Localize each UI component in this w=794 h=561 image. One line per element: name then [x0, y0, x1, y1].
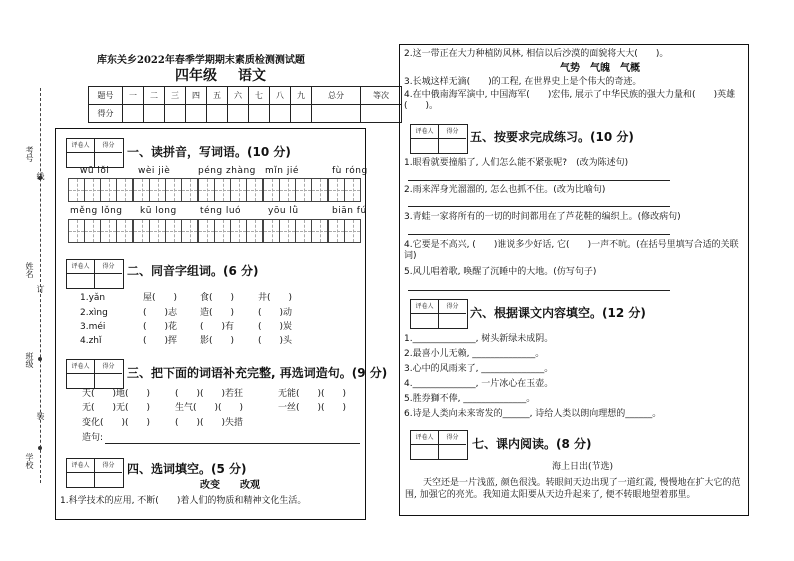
score-input[interactable] [312, 105, 361, 123]
homophone-blank[interactable]: ( )炭 [258, 322, 293, 332]
section2-heading: 二、同音字组词。(6 分) [127, 264, 259, 278]
pinyin: wū lǒi [80, 166, 110, 176]
section4-heading: 四、选词填空。(5 分) [127, 462, 247, 476]
exercise-1: 1.眼看就要撞船了, 人们怎么能不紧张呢? (改为陈述句) [404, 158, 629, 168]
grader-label: 评卷人 [67, 360, 95, 374]
poem-blank-4[interactable]: 4.______________, 一片冰心在玉壶。 [404, 379, 554, 389]
choice-question-2[interactable]: 2.这一带正在大力种植防风林, 相信以后沙漠的面貌将大大( )。 [404, 49, 669, 59]
homophone-blank[interactable]: ( )头 [258, 336, 293, 346]
word-choices: 改变 改观 [200, 480, 260, 491]
mark-line: 线 [36, 172, 45, 180]
grader-box [410, 299, 468, 329]
score-input[interactable] [270, 105, 291, 123]
grade-label: 四年级 [175, 68, 217, 84]
grader-box [66, 359, 124, 389]
poem-blank-6[interactable]: 6.诗是人类向未来寄发的______, 诗给人类以朗向理想的______。 [404, 409, 662, 419]
grader-label: 评卷人 [67, 459, 95, 473]
poem-blank-1[interactable]: 1.______________, 树头新绿未成阴。 [404, 334, 554, 344]
grader-box [410, 124, 468, 154]
score-cell: 六 [228, 87, 249, 105]
grader-label: 评卷人 [67, 139, 95, 153]
mark-zhuang: 装 [36, 412, 45, 420]
section7-heading: 七、课内阅读。(8 分) [472, 437, 592, 451]
write-grid[interactable] [263, 219, 327, 243]
grader-box [66, 138, 124, 168]
score-cell: 七 [249, 87, 270, 105]
answer-line[interactable] [408, 290, 670, 291]
homophone-pinyin: 3.méi [80, 322, 106, 332]
exercise-4[interactable]: 4.它要是不高兴, ( )谁说多少好话, 它( )一声不吭。(在括号里填写合适的关联词) [404, 240, 739, 261]
score-cell: 三 [165, 87, 186, 105]
write-grid[interactable] [133, 219, 197, 243]
label-school: 学校 [25, 453, 34, 469]
label-class: 班级 [25, 352, 34, 368]
pinyin: kū long [140, 206, 177, 216]
score-input[interactable] [144, 105, 165, 123]
score-input[interactable] [228, 105, 249, 123]
score-input[interactable] [249, 105, 270, 123]
score-row-points [89, 105, 402, 123]
score-input[interactable] [123, 105, 144, 123]
answer-line[interactable] [408, 234, 670, 235]
poem-blank-3[interactable]: 3.心中的风雨来了, ______________。 [404, 364, 554, 374]
score-cell: 一 [123, 87, 144, 105]
score-label: 得分 [95, 139, 122, 153]
binding-hole [38, 446, 42, 450]
exercise-3: 3.青蛙一家将所有的一切的时间都用在了芦花鞋的编织上。(修改病句) [404, 212, 681, 222]
score-cell: 等次 [361, 87, 402, 105]
pinyin: biān fú [332, 206, 367, 216]
homophone-blank[interactable]: ( )挥 [143, 336, 178, 346]
mark-ding: 订 [36, 285, 45, 293]
idiom-blank[interactable]: 无能( )( ) [278, 389, 347, 399]
sentence-answer-line[interactable] [105, 443, 360, 444]
poem-blank-5[interactable]: 5.胜券獅不俸, ______________。 [404, 394, 536, 404]
answer-line[interactable] [408, 206, 670, 207]
write-grid[interactable] [263, 178, 327, 202]
write-grid[interactable] [68, 219, 132, 243]
section1-heading: 一、读拼音，写词语。(10 分) [127, 145, 291, 159]
score-input[interactable] [165, 105, 186, 123]
idiom-blank[interactable]: 无( )无( ) [82, 403, 151, 413]
score-cell: 五 [207, 87, 228, 105]
score-label: 得分 [439, 300, 466, 314]
score-label: 得分 [95, 360, 122, 374]
passage-title: 海上日出(节选) [552, 462, 614, 472]
score-label: 得分 [95, 459, 122, 473]
exercise-5: 5.风儿唱着歌, 唤醒了沉睡中的大地。(仿写句子) [404, 267, 597, 277]
score-input[interactable] [186, 105, 207, 123]
grader-label: 评卷人 [411, 300, 439, 314]
exercise-2: 2.雨来浑身光溜溜的, 怎么也抓不住。(改为比喻句) [404, 185, 606, 195]
idiom-blank[interactable]: 生气( )( ) [175, 403, 244, 413]
pinyin: mǐn jié [265, 166, 299, 176]
homophone-pinyin: 1.yǎn [80, 293, 106, 303]
binding-hole [38, 357, 42, 361]
pinyin: péng zhàng [198, 166, 256, 176]
homophone-blank[interactable]: 井( ) [258, 293, 293, 303]
score-input[interactable] [361, 105, 402, 123]
homophone-pinyin: 2.xìng [80, 308, 108, 318]
pinyin: fù róng [332, 166, 368, 176]
reading-passage: 天空还是一片浅蓝, 颜色很浅。转眼间天边出现了一道红霞, 慢慢地在扩大它的范围, 加强它的亮光。我知道太阳要从天边升起来了, 便不转眼地望着那里。 [405, 478, 741, 500]
label-name: 姓名 [25, 262, 34, 278]
score-cell: 四 [186, 87, 207, 105]
word-choices-2: 气势 气魄 气概 [560, 63, 640, 74]
write-grid[interactable] [198, 178, 262, 202]
write-grid[interactable] [198, 219, 262, 243]
poem-blank-2[interactable]: 2.最喜小儿无赖, ______________。 [404, 349, 545, 359]
idiom-blank[interactable]: 变化( )( ) [82, 418, 151, 428]
idiom-blank[interactable]: ( )( )失措 [175, 418, 244, 428]
score-input[interactable] [207, 105, 228, 123]
choice-question-1[interactable]: 1.科学技术的应用, 不断( )着人们的物质和精神文化生活。 [60, 496, 307, 506]
score-table [88, 86, 402, 123]
write-grid[interactable] [68, 178, 132, 202]
homophone-pinyin: 4.zhǐ [80, 336, 102, 346]
grader-box [66, 259, 124, 289]
section6-heading: 六、根据课文内容填空。(12 分) [470, 306, 646, 320]
idiom-blank[interactable]: 一丝( )( ) [278, 403, 347, 413]
score-cell: 总分 [312, 87, 361, 105]
homophone-blank[interactable]: 屋( ) [143, 293, 178, 303]
answer-line[interactable] [408, 180, 670, 181]
grader-box [410, 430, 468, 460]
section5-heading: 五、按要求完成练习。(10 分) [470, 130, 634, 144]
pinyin: měng lǒng [70, 206, 123, 216]
write-grid[interactable] [328, 178, 360, 202]
score-cell: 九 [291, 87, 312, 105]
score-cell: 八 [270, 87, 291, 105]
score-cell: 题号 [89, 87, 123, 105]
score-label: 得分 [439, 431, 466, 445]
choice-question-4[interactable]: 4.在中俄南海军演中, 中国海军( )宏伟, 展示了中华民族的强大力量和( )英雄( )。 [404, 90, 736, 111]
pinyin: wèi jiè [138, 166, 171, 176]
score-cell: 二 [144, 87, 165, 105]
exam-title: 库东关乡2022年春季学期期末素质检测测试题 [97, 55, 305, 66]
sentence-label: 造句: [82, 433, 104, 443]
idiom-blank[interactable]: 天( )地( ) [82, 389, 151, 399]
grader-label: 评卷人 [411, 431, 439, 445]
homophone-blank[interactable]: ( )动 [258, 308, 293, 318]
homophone-blank[interactable]: ( )花 [143, 322, 178, 332]
write-grid[interactable] [133, 178, 197, 202]
choice-question-3[interactable]: 3.长城这样无滴( )的工程, 在世界史上是个伟大的奇迹。 [404, 77, 642, 87]
score-label: 得分 [95, 260, 122, 274]
grader-label: 评卷人 [67, 260, 95, 274]
grader-box [66, 458, 124, 488]
homophone-blank[interactable]: 影( ) [200, 336, 235, 346]
homophone-blank[interactable]: 食( ) [200, 293, 235, 303]
grader-label: 评卷人 [411, 125, 439, 139]
pinyin: yōu lǜ [268, 206, 299, 216]
idiom-blank[interactable]: ( )( )若狂 [175, 389, 244, 399]
score-row-header [89, 87, 402, 105]
label-exam-number: 考号 [25, 146, 34, 162]
score-cell: 得分 [89, 105, 123, 123]
score-input[interactable] [291, 105, 312, 123]
section3-heading: 三、把下面的词语补充完整, 再选词造句。(9 分) [127, 366, 388, 380]
subject-label: 语文 [238, 68, 266, 84]
pinyin: téng luó [200, 206, 242, 216]
write-grid[interactable] [328, 219, 360, 243]
score-label: 得分 [439, 125, 466, 139]
homophone-blank[interactable]: ( )志 [143, 308, 178, 318]
homophone-blank[interactable]: ( )有 [200, 322, 235, 332]
homophone-blank[interactable]: 造( ) [200, 308, 235, 318]
